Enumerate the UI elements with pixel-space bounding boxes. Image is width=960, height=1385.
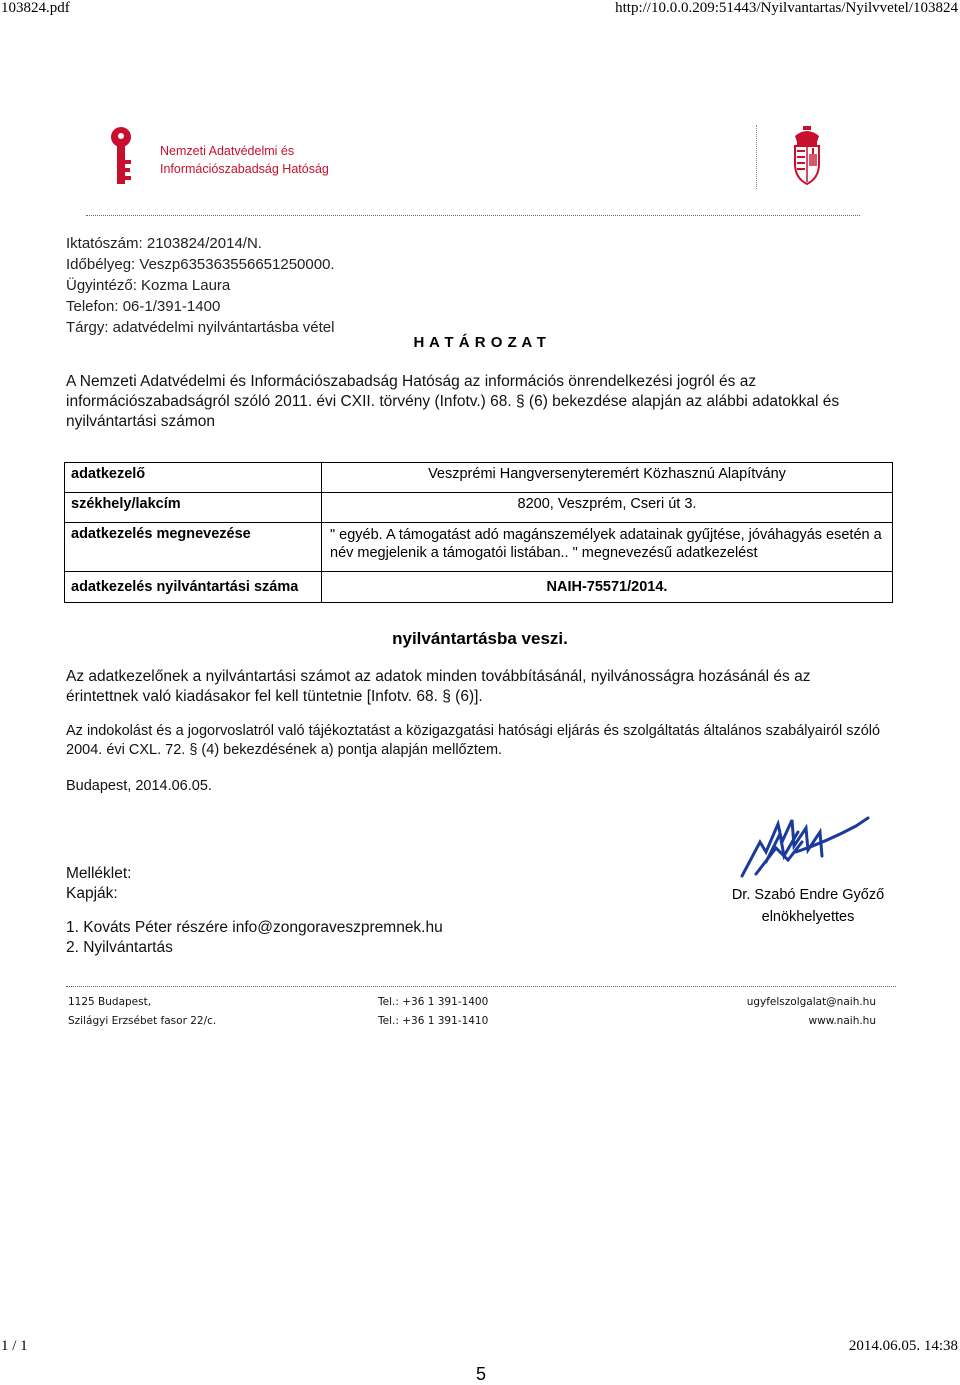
key-logo-icon [108, 126, 134, 191]
recipients-label: Kapják: [66, 885, 118, 902]
row-value: Veszprémi Hangversenyteremért Közhasznú Alapítvány [322, 463, 893, 493]
paragraph-line: Az adatkezelőnek a nyilvántartási számot az adatok minden továbbításánál, nyilvánosságra hozásánál és az [66, 668, 811, 685]
footer-web-link[interactable]: www.naih.hu [808, 1015, 876, 1027]
intro-line: nyilvántartási számon [66, 413, 216, 430]
row-label: székhely/lakcím [65, 493, 322, 523]
attachment-label: Melléklet: [66, 865, 132, 882]
row-label: adatkezelő [65, 463, 322, 493]
footer-dotted-separator [66, 986, 896, 987]
org-name-line2: Információszabadság Hatóság [160, 162, 329, 176]
row-value [322, 523, 893, 572]
page-count: 1 / 1 [1, 1338, 28, 1354]
footer-phone: Tel.: +36 1 391-1400 [378, 996, 489, 1008]
decision-text: nyilvántartásba veszi. [392, 629, 568, 648]
recipient-item: 1. Kováts Péter részére info@zongoraveszpremnek.hu [66, 919, 443, 936]
case-officer: Ügyintéző: Kozma Laura [66, 277, 231, 294]
filing-number: Iktatószám: 2103824/2014/N. [66, 235, 262, 252]
footer-email-link[interactable]: ugyfelszolgalat@naih.hu [746, 996, 876, 1008]
intro-line: A Nemzeti Adatvédelmi és Információszabadság Hatóság az információs önrendelkezési jogról és az [66, 373, 757, 390]
document-metadata [66, 233, 335, 338]
footer-phone: Tel.: +36 1 391-1410 [378, 1015, 489, 1027]
footer-address-line: 1125 Budapest, [68, 996, 152, 1008]
table-row [65, 572, 893, 603]
row-label: adatkezelés megnevezése [65, 523, 322, 572]
intro-line: információszabadságról szóló 2011. évi CXII. törvény (Infotv.) 68. § (6) bekezdése alapján az alábbi adatokkal és [66, 393, 840, 410]
row-value-line: " egyéb. A támogatást adó magánszemélyek adatainak gyűjtése, jóváhagyás esetén a [330, 527, 882, 543]
page-url: http://10.0.0.209:51443/Nyilvantartas/Nyilvvetel/103824 [615, 0, 958, 16]
paragraph-line: érintettnek való kiadásakor fel kell tüntetnie [Infotv. 68. § (6)]. [66, 688, 483, 705]
page-number: 5 [476, 1364, 487, 1384]
phone: Telefon: 06-1/391-1400 [66, 298, 221, 315]
header-dotted-separator [86, 215, 860, 216]
row-label: adatkezelés nyilvántartási száma [65, 572, 322, 603]
print-timestamp: 2014.06.05. 14:38 [848, 1338, 958, 1354]
table-row [65, 463, 893, 493]
document-title: H A T Á R O Z A T [413, 334, 547, 351]
row-value-line: név megjelenik a támogatói listában.. " megnevezésű adatkezelést [330, 545, 758, 561]
registration-table [64, 462, 893, 603]
signer-name: Dr. Szabó Endre Győző [731, 887, 885, 903]
paragraph-line: 2004. évi CXL. 72. § (4) bekezdésének a) pontja alapján mellőztem. [66, 742, 503, 758]
table-row [65, 493, 893, 523]
pdf-file-name: 103824.pdf [1, 0, 70, 16]
paragraph-line: Az indokolást és a jogorvoslatról való tájékoztatást a közigazgatási hatósági eljárás és szolgáltatás általános szabályairól szóló [66, 723, 881, 739]
place-date: Budapest, 2014.06.05. [66, 778, 212, 794]
row-value: 8200, Veszprém, Cseri út 3. [322, 493, 893, 523]
footer-address-line: Szilágyi Erzsébet fasor 22/c. [68, 1015, 217, 1027]
signature-image [736, 812, 876, 887]
org-name-line1: Nemzeti Adatvédelmi és [160, 144, 295, 158]
row-value: NAIH-75571/2014. [322, 572, 893, 603]
timestamp-id: Időbélyeg: Veszp635363556651250000. [66, 256, 335, 273]
coat-of-arms-icon [792, 126, 822, 191]
recipient-item: 2. Nyilvántartás [66, 939, 173, 956]
org-name [160, 142, 329, 178]
header-divider [756, 125, 758, 189]
signer-block [718, 884, 898, 928]
signer-title: elnökhelyettes [761, 909, 855, 925]
subject: Tárgy: adatvédelmi nyilvántartásba vétel [66, 319, 335, 336]
table-row [65, 523, 893, 572]
